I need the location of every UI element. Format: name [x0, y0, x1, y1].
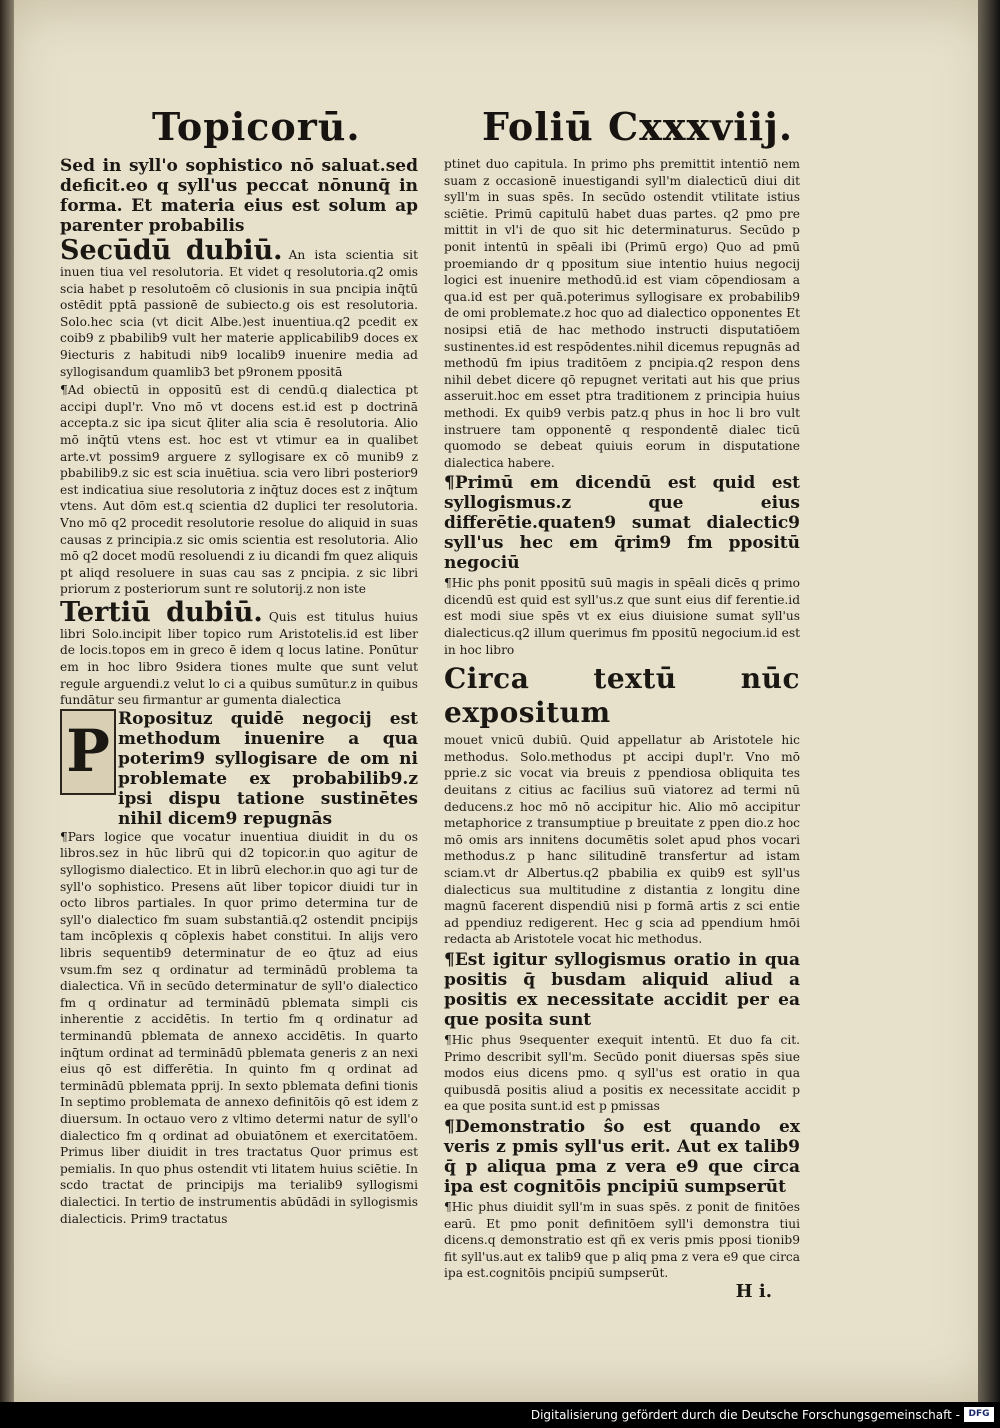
lemma-text: Roposituz quidē negocij est methodum inuenire a qua poterim9 syllogisare de om ni problemate ex probabilib9.z ipsi dispu tatione sustinētes nihil dicem9 repugnās [118, 708, 418, 829]
paragraph: ¶Hic phus 9sequenter exequit intentū. Et duo fa cit. Primo describit syll'm. Secūdo ponit diuersas spēs siue modos eius dicens pmo. q syll'us est oratio in qua quibusdā positis aliud a positis ex necessitate accidit p ea que posita sunt.id est p pmissas [444, 1032, 800, 1114]
footer-bar [0, 1402, 1000, 1428]
paragraph: ¶Pars logice que vocatur inuentiua diuidit in du os libros.sez in hūc librū qui d2 topicor.in quo agitur de syllogismo dialectico. Et in librū elechor.in quo agi tur de syll'o sophistico. Presens aūt liber topicor diuidi tur in octo libros partiales. In quor primo determina tur de syll'o dialectico fm suam substantiā.q2 ostendit pncipijs tam incōplexis q cōplexis habet constitui. In alijs vero libris sequentib9 determinatur de eo q̄tuz ad eius vsum.fm sez q ordinatur ad terminādū problema ta dialectica. Vñ in secūdo determinatur de syll'o dialectico fm q ordinatur ad terminādū pblemata simpli cis inherentie z accidētis. In tertio fm q ordinatur ad terminandū pblemata de annexo accidētis. In quarto inq̄tum ordinat ad terminādū pblemata generis z an nexi eius qō est differētia. In quinto fm q ordinat ad terminādū pblemata pprij. In sexto pblemata defini tionis In septimo problemata de annexo definitōis qō est idem z diuersum. In octauo vero z vltimo determi natur de syll'o dialectico fm q ordinat ad obuiatōnem et exercitatōem. Primus liber diuidit in tres tractatus Quor primus est pemialis. In quo phus ostendit vti litatem huius sciētie. In scdo tractat de principijs ma terialib9 syllogismi dialectici. In tertio de instrumentis abūdādi in syllogismis dialecticis. Prim9 tractatus [60, 829, 418, 1226]
lemma-text: ¶Primū em dicendū est quid est syllogismus.z que eius differētie.quaten9 sumat dialectic9 syll'us hec em q̄rim9 fm ppositū negociū [444, 473, 800, 574]
paragraph: ¶Hic phus diuidit syll'm in suas spēs. z ponit de finitōes earū. Et pmo ponit definitōem syll'i demonstra tiui dicens.q demonstratio est qñ ex veris pmis pposi tionib9 fit syll'us.aut ex talib9 que p aliq pma z vera e9 que circa ipa est.cognitōis pncipiū sumpserūt. [444, 1199, 800, 1281]
paragraph: ¶Ad obiectū in oppositū est di cendū.q dialectica pt accipi dupl'r. Vno mō vt docens est.id est p doctrinā accepta.z sic ipa sicut q̄liter alia scia ē resolutoria. Alio mō inq̄tū vtens est. hoc est vt vtimur ea in qualibet arte.vt possim9 arguere z syllogisare ex cō munib9 z pbabilib9.z sic est scia inuētiua. scia vero libri posterior9 est indicatiua siue resolutoria z inq̄tuz doces est z inq̄tum vtens. Aut dōm est.q scientia d2 duplici ter resolutoria. Vno mō q2 procedit resolutorie resolue do aliquid in suas causas z principia.z sic omis scientia est resolutoria. Alio mō q2 docet modū resoluendi z iu dicandi fm quez aliquis pt aliqd resoluere in suas cau sas z pncipia. z sic libri priorum z posteriorum sunt re solutorij.z non iste [60, 383, 418, 597]
section-heading: Secūdū dubiū. [60, 235, 283, 266]
lemma-text: ¶Demonstratio ŝo est quando ex veris z pmis syll'us erit. Aut ex talib9 q̄ p aliqua pma z vera e9 que circa ipa est cognitōis pncipiū sumpserūt [444, 1116, 800, 1197]
dropcap-paragraph [60, 709, 418, 829]
left-column [60, 156, 418, 1227]
running-head-left: Topicorū. [152, 104, 361, 149]
right-column [444, 156, 800, 1301]
section-heading: Tertiū dubiū. [60, 596, 263, 628]
digitization-credit: Digitalisierung gefördert durch die Deutsche Forschungsgemeinschaft - [530, 1408, 960, 1422]
page-edge-left [0, 0, 14, 1402]
page-edge-right [978, 0, 1000, 1402]
paragraph: mouet vnicū dubiū. Quid appellatur ab Aristotele hic methodus. Solo.methodus pt accipi dupl'r. Vno mō pprie.z sic vocat via breuis z ppendiosa obliquita tes deuitans z citius ac facilius suū viatorez ad termi nū deducens.z hoc mō nō accipitur hic. Alio mō accipitur metaphorice z transumptiue p breuitate z ppen dio.z hoc mō omis ars innitens documētis solet apud phos vocari methodus.z p hanc silitudinē transfertur ad istam sciam.vt dr Albertus.q2 pbabilia ex quib9 est syll'us dialecticus sua multitudine z distantia z longitu dine magnū facerent dispendiū nisi p formā artis z sci entie ad ppendiuz redigerent. Hec g scia ad ppendium hmōi redacta ab Aristotele vocat hic methodus. [444, 733, 800, 947]
signature-mark: H i. [735, 1280, 772, 1302]
paragraph: Sed in syll'o sophistico nō saluat.sed deficit.eo q syll'us peccat nōnunq̄ in forma. Et materia eius est solum ap parenter probabilis [60, 156, 418, 236]
paragraph: Quis est titulus huius libri Solo.incipit liber topico rum Aristotelis.id est liber de locis.topos em in greco ē idem q locus latine. Ponūtur em in hoc libro 9sidera tiones multe que sunt velut regule arguendi.z velut lo ci a quibus sumūtur.z in quibus fundātur seu firmantur ar gumenta dialectica [60, 609, 418, 708]
section-heading: Circa textū nūc expositum [444, 662, 800, 730]
dfg-logo: DFG [964, 1407, 994, 1422]
lemma-text: ¶Est igitur syllogismus oratio in qua positis q̄ busdam aliquid aliud a positis ex necessitate accidit per ea que posita sunt [444, 949, 800, 1030]
paragraph: An ista scientia sit inuen tiua vel resolutoria. Et videt q resolutoria.q2 omis scia habet p resolutoēm cō clusionis in sua pncipia inq̄tū ostēdit pptā passionē de subiecto.g ois est resolutoria. Solo.hec scia (vt dicit Albe.)est inuentiua.q2 pcedit ex coib9 z pbabilib9 vult her materie applicabilib9 doces ex 9iecturis z habitudi nib9 localib9 inuenire media ad syllogisandum quamlib3 bet p9ronem ppositā [60, 248, 418, 379]
decorated-initial: P [60, 709, 116, 795]
running-head-right: Foliū Cxxxviij. [482, 104, 794, 149]
paragraph: ptinet duo capitula. In primo phs premittit intentiō nem suam z occasionē inuestigandi syll'm dialecticū diui dit syll'm in suas spēs. In secūdo ostendit vtilitate istius sciētie. Primū capitulū habet duas partes. q2 pmo pre mittit in vl'i de quo sit hic determinaturus. Secūdo p ponit intentū in spēali ibi (Primū ergo) Quo ad pmū proemiando dr q ppositum siue intentio huius negocij logici est inuenire methodū.id est viam cōpendiosam a qua.id est per quā.poterimus syllogisare ex probabilib9 de omi problemate.z hoc quo ad dialectico opponentes Et nosipsi etiā de hac methodo instructi disputatiōem sustinentes.id est respōdentes.nihil dicemus repugnās ad methodū fm ipius traditōem z pncipia.q2 respon dens nihil debet dicere qō repugnet veritati aut his que prius asseruit.hoc em esset ptra traditionem z principia huius methodi. Ex quib9 verbis patz.q phus in hoc li bro vult instruere tam opponentē q respondentē dialec ticū quomodo se debeat quiuis eorum in disputatione dialectica habere. [444, 157, 800, 470]
paragraph: ¶Hic phs ponit ppositū suū magis in spēali dicēs q primo dicendū est quid est syll'us.z que sunt eius dif ferentie.id est modi siue spēs vt ex eius diuisione sumat syll'us dialecticus.q2 illum querimus fm ppositū negocium.id est in hoc libro [444, 576, 800, 657]
